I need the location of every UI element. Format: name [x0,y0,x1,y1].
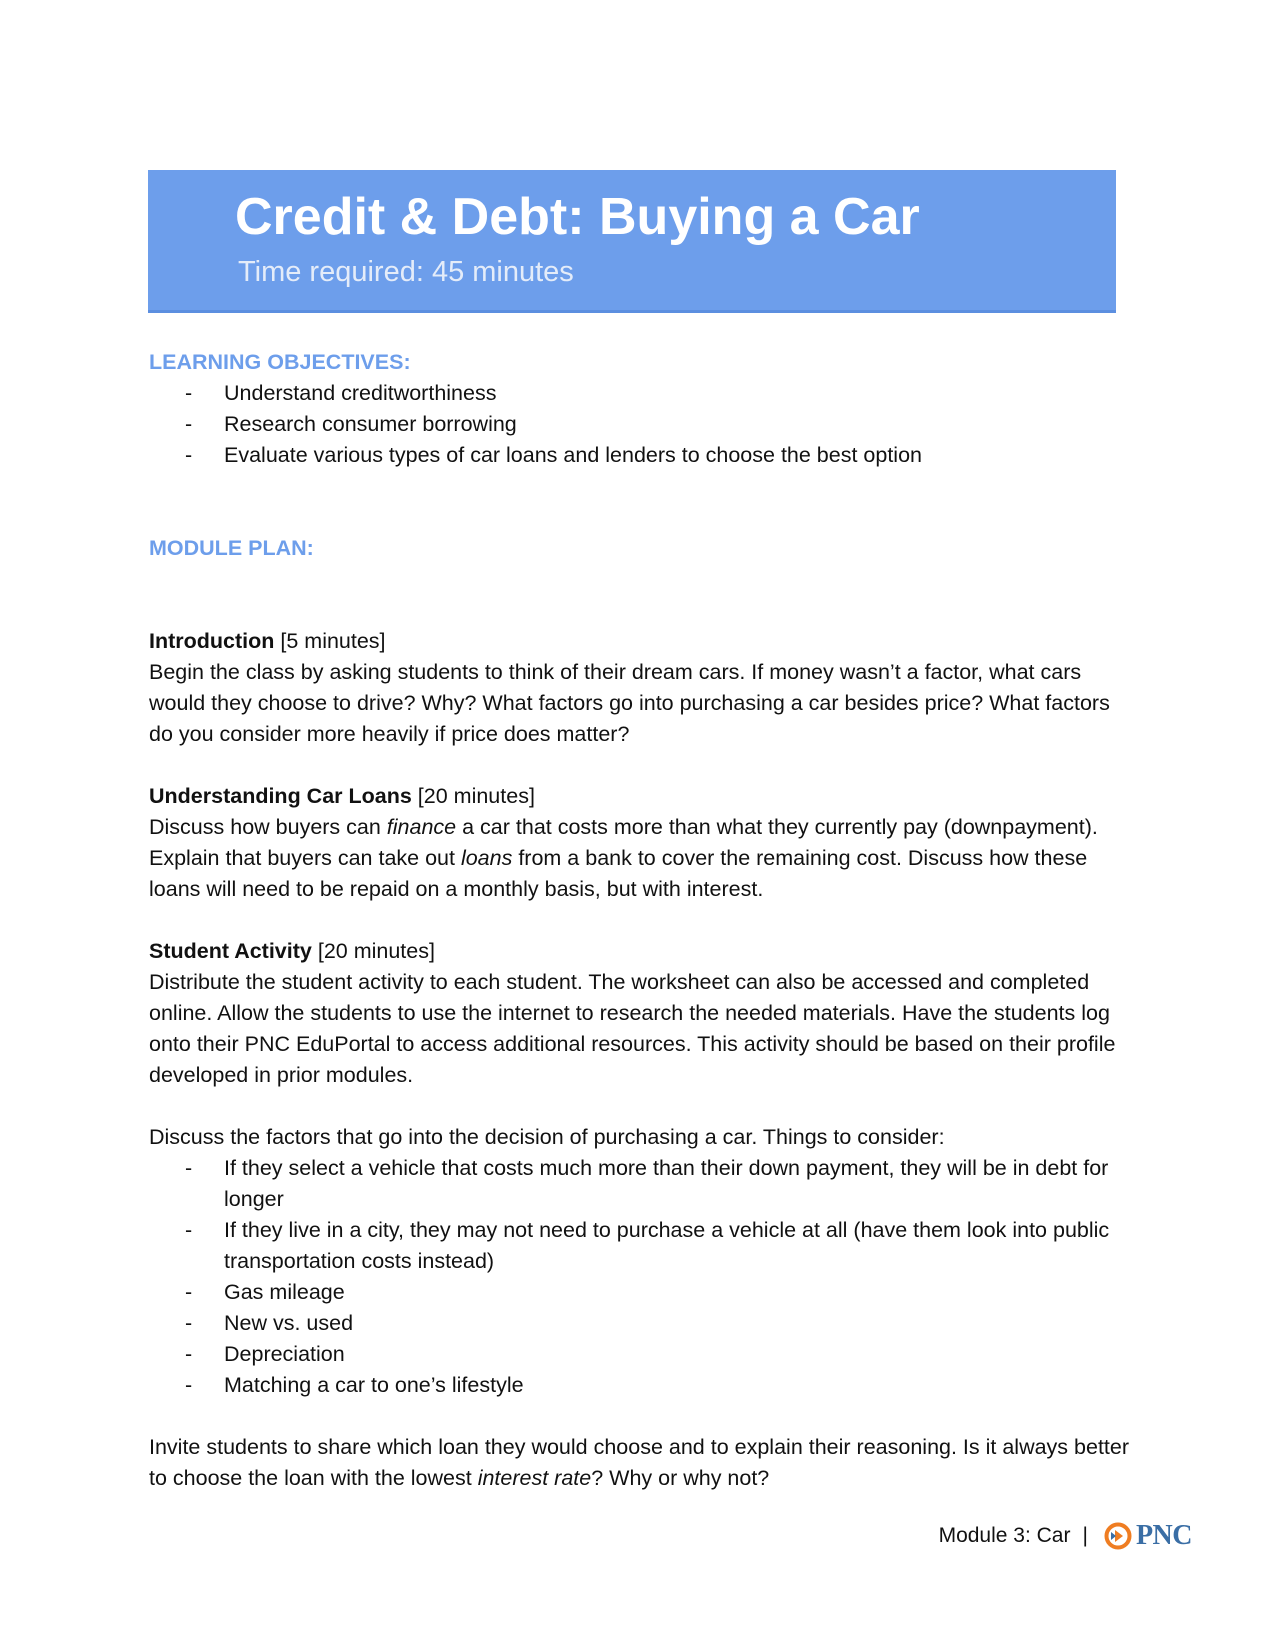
pnc-logo-text: PNC [1135,1520,1192,1551]
footer-separator: | [1082,1524,1088,1547]
module-plan-heading: MODULE PLAN: [149,536,314,560]
activity-body: Distribute the student activity to each student. The worksheet can also be accessed and completed online. Allow the students to use the internet to research the needed materials. Have the students log onto their PNC EduPortal to access additional resources. This activity should be based on their profile developed in prior modules. [149,970,1116,1087]
intro-time: [5 minutes] [280,629,386,653]
loans-body [149,812,1129,905]
module-label: Module 3: Car [938,1524,1071,1547]
title-banner [148,170,1116,313]
pnc-logo [1104,1520,1192,1552]
activity-time: [20 minutes] [317,939,435,963]
closing-em-interest-rate: interest rate [477,1466,592,1490]
intro-body: Begin the class by asking students to think of their dream cars. If money wasn’t a factor, what cars would they choose to drive? Why? What factors go into purchasing a car besides price? What factors do you consider more heavily if price does matter? [149,660,1110,746]
learning-objectives-heading: LEARNING OBJECTIVES: [149,350,411,374]
loans-section [149,781,1129,812]
list-item: - New vs. used [149,1308,1129,1339]
loans-em-loans: loans [460,846,513,870]
factors-intro: Discuss the factors that go into the decision of purchasing a car. Things to consider: [149,1125,945,1149]
time-required: Time required: 45 minutes [238,256,574,288]
list-item: - Gas mileage [149,1277,1129,1308]
closing-text-2: ? Why or why not? [591,1466,770,1490]
loans-title: Understanding Car Loans [149,784,412,808]
intro-title: Introduction [149,629,275,653]
list-item: - Depreciation [149,1339,1129,1370]
closing-body [149,1432,1129,1494]
document-body [149,347,1129,1494]
pnc-logo-icon [1104,1522,1132,1550]
activity-section [149,936,1129,967]
intro-section [149,626,1129,657]
activity-title: Student Activity [149,939,312,963]
objectives-list [149,378,1129,471]
closing-text-1: Invite students to share which loan they would choose and to explain their reasoning. Is it always better to choose the loan with the lowest [149,1435,1130,1490]
loans-text-2: a car that costs more than what they currently pay (downpayment). Explain that buyers can take out [149,815,1098,870]
list-item: - If they select a vehicle that costs much more than their down payment, they will be in debt for longer [149,1153,1129,1215]
page-title: Credit & Debt: Buying a Car [235,188,920,246]
loans-text-3: from a bank to cover the remaining cost. Discuss how these loans will need to be repaid on a monthly basis, but with interest. [149,846,1088,901]
factors-list [149,1153,1129,1401]
page-footer [939,1520,1192,1552]
list-item: - Understand creditworthiness [149,378,1129,409]
loans-time: [20 minutes] [417,784,535,808]
list-item: - If they live in a city, they may not need to purchase a vehicle at all (have them look into public transportation costs instead) [149,1215,1129,1277]
list-item: - Matching a car to one’s lifestyle [149,1370,1129,1401]
loans-em-finance: finance [386,815,457,839]
loans-text-1: Discuss how buyers can [149,815,387,839]
list-item: - Research consumer borrowing [149,409,1129,440]
list-item: - Evaluate various types of car loans and lenders to choose the best option [149,440,1129,471]
